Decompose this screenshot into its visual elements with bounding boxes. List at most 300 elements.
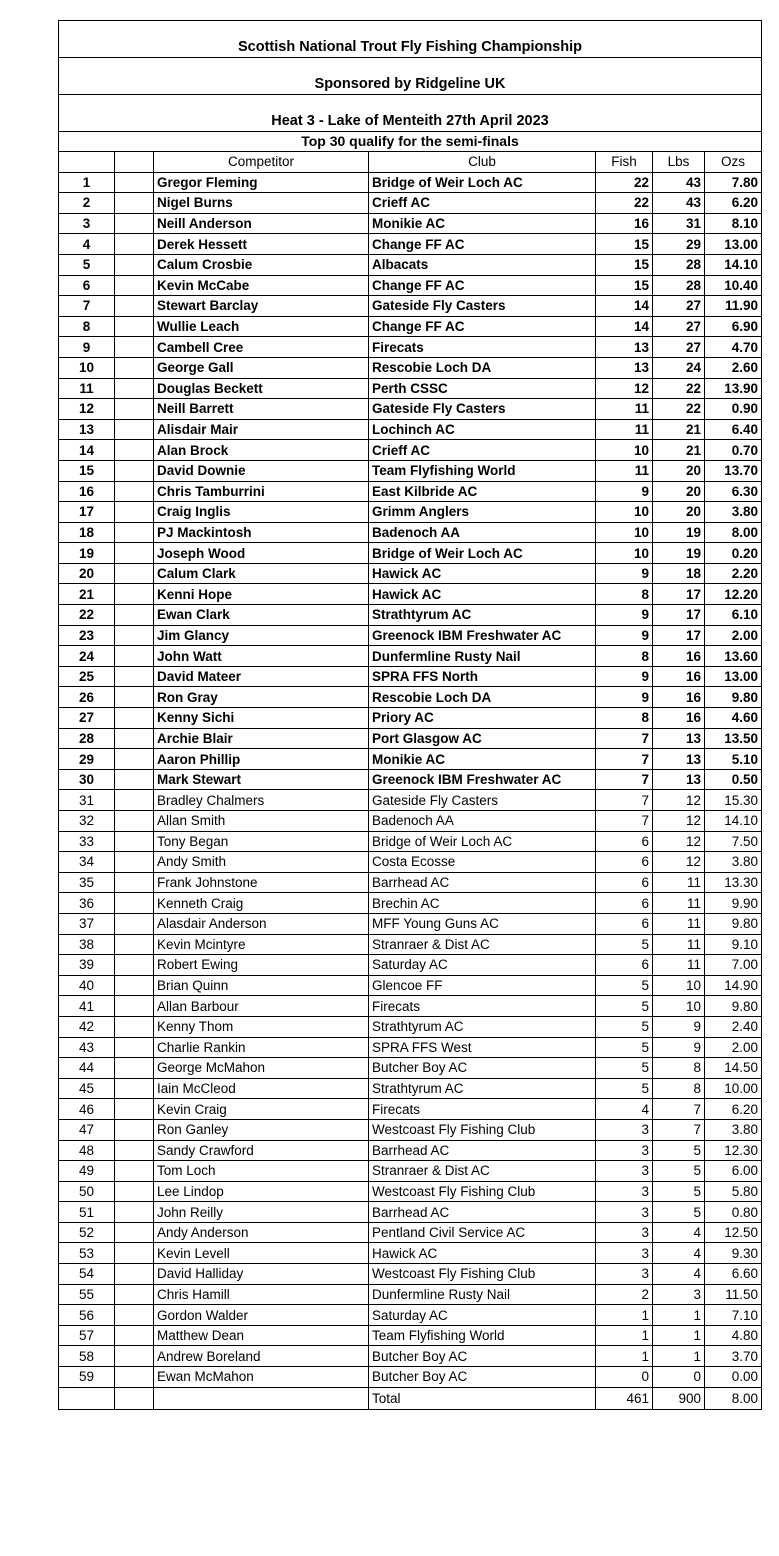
ozs-cell: 6.00	[705, 1161, 762, 1182]
competitor-cell: Andrew Boreland	[154, 1346, 369, 1367]
qualify-note: Top 30 qualify for the semi-finals	[59, 132, 762, 152]
results-table	[58, 20, 762, 1410]
lbs-cell: 11	[653, 955, 705, 976]
lbs-cell: 20	[653, 502, 705, 523]
lbs-cell: 13	[653, 749, 705, 770]
rank-cell: 26	[59, 687, 115, 708]
competitor-cell: Joseph Wood	[154, 543, 369, 564]
club-cell: Butcher Boy AC	[369, 1367, 596, 1388]
club-cell: Monikie AC	[369, 213, 596, 234]
club-cell: Barrhead AC	[369, 872, 596, 893]
blank-cell	[115, 934, 154, 955]
lbs-cell: 18	[653, 563, 705, 584]
rank-cell: 30	[59, 769, 115, 790]
heat-title: Heat 3 - Lake of Menteith 27th April 2023	[59, 95, 762, 132]
competitor-cell: Robert Ewing	[154, 955, 369, 976]
competitor-cell: Bradley Chalmers	[154, 790, 369, 811]
table-row	[59, 193, 762, 214]
blank-cell	[115, 625, 154, 646]
competitor-cell: Ron Ganley	[154, 1119, 369, 1140]
club-cell: Gateside Fly Casters	[369, 790, 596, 811]
competitor-cell: Ewan McMahon	[154, 1367, 369, 1388]
table-row	[59, 399, 762, 420]
rank-cell: 34	[59, 852, 115, 873]
competitor-cell: Alasdair Anderson	[154, 913, 369, 934]
fish-cell: 2	[596, 1284, 653, 1305]
blank-cell	[115, 1264, 154, 1285]
competitor-cell: Alisdair Mair	[154, 419, 369, 440]
lbs-cell: 31	[653, 213, 705, 234]
competitor-cell: Tony Began	[154, 831, 369, 852]
lbs-cell: 5	[653, 1140, 705, 1161]
fish-cell: 1	[596, 1346, 653, 1367]
ozs-cell: 11.50	[705, 1284, 762, 1305]
fish-cell: 7	[596, 790, 653, 811]
club-cell: Barrhead AC	[369, 1140, 596, 1161]
fish-cell: 0	[596, 1367, 653, 1388]
club-cell: MFF Young Guns AC	[369, 913, 596, 934]
rank-cell: 21	[59, 584, 115, 605]
lbs-cell: 3	[653, 1284, 705, 1305]
club-cell: Firecats	[369, 996, 596, 1017]
lbs-cell: 17	[653, 605, 705, 626]
blank-cell	[115, 1243, 154, 1264]
club-cell: Priory AC	[369, 708, 596, 729]
fish-cell: 6	[596, 872, 653, 893]
table-row	[59, 872, 762, 893]
ozs-cell: 2.40	[705, 1016, 762, 1037]
club-cell: Bridge of Weir Loch AC	[369, 543, 596, 564]
table-row	[59, 749, 762, 770]
ozs-cell: 6.20	[705, 193, 762, 214]
blank-cell	[115, 378, 154, 399]
rank-cell: 1	[59, 172, 115, 193]
club-cell: Westcoast Fly Fishing Club	[369, 1119, 596, 1140]
competitor-cell: Kenneth Craig	[154, 893, 369, 914]
ozs-cell: 0.80	[705, 1202, 762, 1223]
table-row	[59, 1202, 762, 1223]
table-row	[59, 172, 762, 193]
fish-cell: 6	[596, 852, 653, 873]
club-cell: Badenoch AA	[369, 522, 596, 543]
table-row	[59, 1078, 762, 1099]
blank-cell	[115, 996, 154, 1017]
fish-cell: 9	[596, 687, 653, 708]
ozs-cell: 2.60	[705, 357, 762, 378]
lbs-cell: 7	[653, 1119, 705, 1140]
competitor-cell: Brian Quinn	[154, 975, 369, 996]
ozs-cell: 3.80	[705, 852, 762, 873]
fish-cell: 1	[596, 1305, 653, 1326]
rank-cell: 45	[59, 1078, 115, 1099]
fish-cell: 3	[596, 1161, 653, 1182]
table-row	[59, 831, 762, 852]
blank-cell	[115, 1346, 154, 1367]
table-row	[59, 913, 762, 934]
table-row	[59, 1325, 762, 1346]
competitor-cell: Ewan Clark	[154, 605, 369, 626]
fish-cell: 5	[596, 934, 653, 955]
club-cell: Saturday AC	[369, 955, 596, 976]
ozs-cell: 5.10	[705, 749, 762, 770]
rank-cell: 25	[59, 666, 115, 687]
rank-header	[59, 152, 115, 173]
table-row	[59, 584, 762, 605]
rank-cell: 24	[59, 646, 115, 667]
fish-cell: 8	[596, 646, 653, 667]
table-row	[59, 1037, 762, 1058]
fish-cell: 4	[596, 1099, 653, 1120]
club-cell: Albacats	[369, 254, 596, 275]
rank-cell: 53	[59, 1243, 115, 1264]
club-cell: Crieff AC	[369, 440, 596, 461]
competitor-cell: Chris Tamburrini	[154, 481, 369, 502]
ozs-cell: 6.60	[705, 1264, 762, 1285]
competitor-cell: Frank Johnstone	[154, 872, 369, 893]
total-fish: 461	[596, 1387, 653, 1409]
blank-cell	[115, 522, 154, 543]
club-cell: Port Glasgow AC	[369, 728, 596, 749]
rank-cell: 56	[59, 1305, 115, 1326]
blank-cell	[115, 254, 154, 275]
rank-cell: 23	[59, 625, 115, 646]
club-cell: Rescobie Loch DA	[369, 687, 596, 708]
rank-cell: 8	[59, 316, 115, 337]
blank-cell	[115, 749, 154, 770]
blank-cell	[115, 769, 154, 790]
fish-cell: 3	[596, 1222, 653, 1243]
blank-cell	[115, 913, 154, 934]
ozs-cell: 0.20	[705, 543, 762, 564]
fish-cell: 14	[596, 316, 653, 337]
lbs-cell: 22	[653, 378, 705, 399]
blank-cell	[115, 666, 154, 687]
club-cell: Badenoch AA	[369, 811, 596, 832]
total-ozs: 8.00	[705, 1387, 762, 1409]
competitor-cell: David Mateer	[154, 666, 369, 687]
lbs-cell: 12	[653, 831, 705, 852]
championship-title: Scottish National Trout Fly Fishing Championship	[59, 21, 762, 58]
competitor-cell: Matthew Dean	[154, 1325, 369, 1346]
blank-cell	[115, 1140, 154, 1161]
lbs-cell: 11	[653, 872, 705, 893]
club-cell: Greenock IBM Freshwater AC	[369, 769, 596, 790]
lbs-cell: 4	[653, 1243, 705, 1264]
rank-cell: 5	[59, 254, 115, 275]
blank-cell	[115, 357, 154, 378]
lbs-cell: 5	[653, 1161, 705, 1182]
ozs-cell: 6.40	[705, 419, 762, 440]
competitor-cell: Allan Smith	[154, 811, 369, 832]
rank-cell: 10	[59, 357, 115, 378]
club-cell: Greenock IBM Freshwater AC	[369, 625, 596, 646]
competitor-header: Competitor	[154, 152, 369, 173]
table-row	[59, 852, 762, 873]
club-cell: Butcher Boy AC	[369, 1058, 596, 1079]
fish-cell: 5	[596, 1037, 653, 1058]
fish-cell: 11	[596, 460, 653, 481]
table-row	[59, 502, 762, 523]
ozs-cell: 5.80	[705, 1181, 762, 1202]
table-row	[59, 955, 762, 976]
blank-cell	[115, 193, 154, 214]
lbs-cell: 11	[653, 934, 705, 955]
lbs-cell: 10	[653, 996, 705, 1017]
competitor-cell: John Reilly	[154, 1202, 369, 1223]
rank-cell: 4	[59, 234, 115, 255]
competitor-cell: Mark Stewart	[154, 769, 369, 790]
fish-cell: 9	[596, 481, 653, 502]
lbs-cell: 28	[653, 254, 705, 275]
competitor-cell: Sandy Crawford	[154, 1140, 369, 1161]
lbs-cell: 16	[653, 646, 705, 667]
ozs-cell: 4.80	[705, 1325, 762, 1346]
ozs-cell: 8.10	[705, 213, 762, 234]
blank-cell	[115, 502, 154, 523]
rank-cell: 41	[59, 996, 115, 1017]
lbs-cell: 27	[653, 316, 705, 337]
competitor-cell: Gregor Fleming	[154, 172, 369, 193]
rank-cell: 42	[59, 1016, 115, 1037]
table-row	[59, 687, 762, 708]
ozs-cell: 10.40	[705, 275, 762, 296]
fish-cell: 16	[596, 213, 653, 234]
rank-cell: 13	[59, 419, 115, 440]
rank-cell: 28	[59, 728, 115, 749]
competitor-cell: Nigel Burns	[154, 193, 369, 214]
club-cell: Saturday AC	[369, 1305, 596, 1326]
club-cell: Change FF AC	[369, 275, 596, 296]
table-row	[59, 728, 762, 749]
fish-cell: 8	[596, 708, 653, 729]
blank-cell	[115, 1222, 154, 1243]
rank-cell: 46	[59, 1099, 115, 1120]
lbs-cell: 1	[653, 1346, 705, 1367]
competitor-cell: Andy Anderson	[154, 1222, 369, 1243]
rank-cell: 2	[59, 193, 115, 214]
competitor-cell: Stewart Barclay	[154, 296, 369, 317]
fish-cell: 3	[596, 1119, 653, 1140]
competitor-cell: David Downie	[154, 460, 369, 481]
ozs-cell: 12.30	[705, 1140, 762, 1161]
table-row	[59, 1222, 762, 1243]
column-header-row	[59, 152, 762, 173]
rank-cell: 50	[59, 1181, 115, 1202]
fish-cell: 3	[596, 1181, 653, 1202]
rank-cell: 18	[59, 522, 115, 543]
competitor-cell: Gordon Walder	[154, 1305, 369, 1326]
fish-cell: 5	[596, 975, 653, 996]
fish-cell: 15	[596, 254, 653, 275]
blank-cell	[115, 811, 154, 832]
blank-cell	[115, 1202, 154, 1223]
table-row	[59, 769, 762, 790]
table-row	[59, 893, 762, 914]
rank-cell: 43	[59, 1037, 115, 1058]
ozs-cell: 7.80	[705, 172, 762, 193]
lbs-cell: 19	[653, 522, 705, 543]
lbs-cell: 10	[653, 975, 705, 996]
fish-cell: 9	[596, 605, 653, 626]
table-row	[59, 666, 762, 687]
table-row	[59, 1243, 762, 1264]
club-cell: Rescobie Loch DA	[369, 357, 596, 378]
competitor-cell: Kevin Craig	[154, 1099, 369, 1120]
club-cell: Gateside Fly Casters	[369, 296, 596, 317]
total-blank-cell	[115, 1387, 154, 1409]
fish-cell: 5	[596, 1058, 653, 1079]
blank-cell	[115, 975, 154, 996]
competitor-cell: Jim Glancy	[154, 625, 369, 646]
lbs-cell: 22	[653, 399, 705, 420]
blank-cell	[115, 872, 154, 893]
blank-cell	[115, 481, 154, 502]
ozs-cell: 4.60	[705, 708, 762, 729]
ozs-cell: 4.70	[705, 337, 762, 358]
ozs-cell: 13.30	[705, 872, 762, 893]
rank-cell: 52	[59, 1222, 115, 1243]
ozs-cell: 14.90	[705, 975, 762, 996]
ozs-cell: 2.20	[705, 563, 762, 584]
club-cell: Firecats	[369, 1099, 596, 1120]
blank-cell	[115, 1016, 154, 1037]
lbs-cell: 4	[653, 1222, 705, 1243]
table-row	[59, 543, 762, 564]
rank-cell: 38	[59, 934, 115, 955]
blank-header	[115, 152, 154, 173]
table-row	[59, 1181, 762, 1202]
table-row	[59, 605, 762, 626]
table-row	[59, 1119, 762, 1140]
fish-cell: 10	[596, 440, 653, 461]
lbs-cell: 7	[653, 1099, 705, 1120]
fish-cell: 22	[596, 193, 653, 214]
table-row	[59, 1058, 762, 1079]
ozs-cell: 9.80	[705, 996, 762, 1017]
club-cell: Glencoe FF	[369, 975, 596, 996]
competitor-cell: Kevin Mcintyre	[154, 934, 369, 955]
rank-cell: 16	[59, 481, 115, 502]
competitor-cell: David Halliday	[154, 1264, 369, 1285]
table-row	[59, 460, 762, 481]
club-cell: Team Flyfishing World	[369, 460, 596, 481]
lbs-cell: 27	[653, 337, 705, 358]
ozs-cell: 9.80	[705, 913, 762, 934]
rank-cell: 35	[59, 872, 115, 893]
fish-cell: 6	[596, 893, 653, 914]
club-cell: Bridge of Weir Loch AC	[369, 831, 596, 852]
total-blank-cell	[59, 1387, 115, 1409]
blank-cell	[115, 790, 154, 811]
table-row	[59, 646, 762, 667]
table-row	[59, 522, 762, 543]
competitor-cell: Kenni Hope	[154, 584, 369, 605]
rank-cell: 36	[59, 893, 115, 914]
table-row	[59, 708, 762, 729]
club-cell: Grimm Anglers	[369, 502, 596, 523]
ozs-header: Ozs	[705, 152, 762, 173]
rank-cell: 47	[59, 1119, 115, 1140]
table-row	[59, 975, 762, 996]
competitor-cell: Andy Smith	[154, 852, 369, 873]
club-cell: Hawick AC	[369, 584, 596, 605]
competitor-cell: Chris Hamill	[154, 1284, 369, 1305]
fish-cell: 3	[596, 1140, 653, 1161]
total-blank-cell	[154, 1387, 369, 1409]
ozs-cell: 9.10	[705, 934, 762, 955]
fish-cell: 12	[596, 378, 653, 399]
fish-cell: 11	[596, 399, 653, 420]
lbs-cell: 21	[653, 440, 705, 461]
ozs-cell: 6.30	[705, 481, 762, 502]
fish-cell: 14	[596, 296, 653, 317]
table-row	[59, 254, 762, 275]
blank-cell	[115, 605, 154, 626]
competitor-cell: Aaron Phillip	[154, 749, 369, 770]
rank-cell: 14	[59, 440, 115, 461]
rank-cell: 29	[59, 749, 115, 770]
blank-cell	[115, 955, 154, 976]
ozs-cell: 9.80	[705, 687, 762, 708]
lbs-cell: 0	[653, 1367, 705, 1388]
club-cell: Pentland Civil Service AC	[369, 1222, 596, 1243]
table-row	[59, 440, 762, 461]
blank-cell	[115, 296, 154, 317]
competitor-cell: George Gall	[154, 357, 369, 378]
fish-cell: 5	[596, 996, 653, 1017]
lbs-cell: 19	[653, 543, 705, 564]
table-row	[59, 481, 762, 502]
lbs-cell: 43	[653, 172, 705, 193]
fish-cell: 11	[596, 419, 653, 440]
ozs-cell: 12.50	[705, 1222, 762, 1243]
fish-cell: 3	[596, 1264, 653, 1285]
rank-cell: 20	[59, 563, 115, 584]
fish-cell: 8	[596, 584, 653, 605]
fish-cell: 13	[596, 357, 653, 378]
lbs-header: Lbs	[653, 152, 705, 173]
results-sheet	[58, 20, 761, 1410]
club-cell: Change FF AC	[369, 234, 596, 255]
table-row	[59, 563, 762, 584]
blank-cell	[115, 893, 154, 914]
ozs-cell: 11.90	[705, 296, 762, 317]
total-label: Total	[369, 1387, 596, 1409]
lbs-cell: 12	[653, 852, 705, 873]
club-cell: Team Flyfishing World	[369, 1325, 596, 1346]
lbs-cell: 16	[653, 666, 705, 687]
fish-cell: 10	[596, 543, 653, 564]
lbs-cell: 4	[653, 1264, 705, 1285]
club-cell: Hawick AC	[369, 563, 596, 584]
club-cell: Stranraer & Dist AC	[369, 1161, 596, 1182]
competitor-cell: George McMahon	[154, 1058, 369, 1079]
ozs-cell: 13.00	[705, 666, 762, 687]
table-row	[59, 234, 762, 255]
fish-header: Fish	[596, 152, 653, 173]
lbs-cell: 20	[653, 481, 705, 502]
club-cell: Monikie AC	[369, 749, 596, 770]
lbs-cell: 11	[653, 913, 705, 934]
club-cell: Gateside Fly Casters	[369, 399, 596, 420]
club-cell: Lochinch AC	[369, 419, 596, 440]
fish-cell: 9	[596, 625, 653, 646]
lbs-cell: 28	[653, 275, 705, 296]
fish-cell: 7	[596, 811, 653, 832]
fish-cell: 3	[596, 1202, 653, 1223]
ozs-cell: 0.90	[705, 399, 762, 420]
blank-cell	[115, 172, 154, 193]
